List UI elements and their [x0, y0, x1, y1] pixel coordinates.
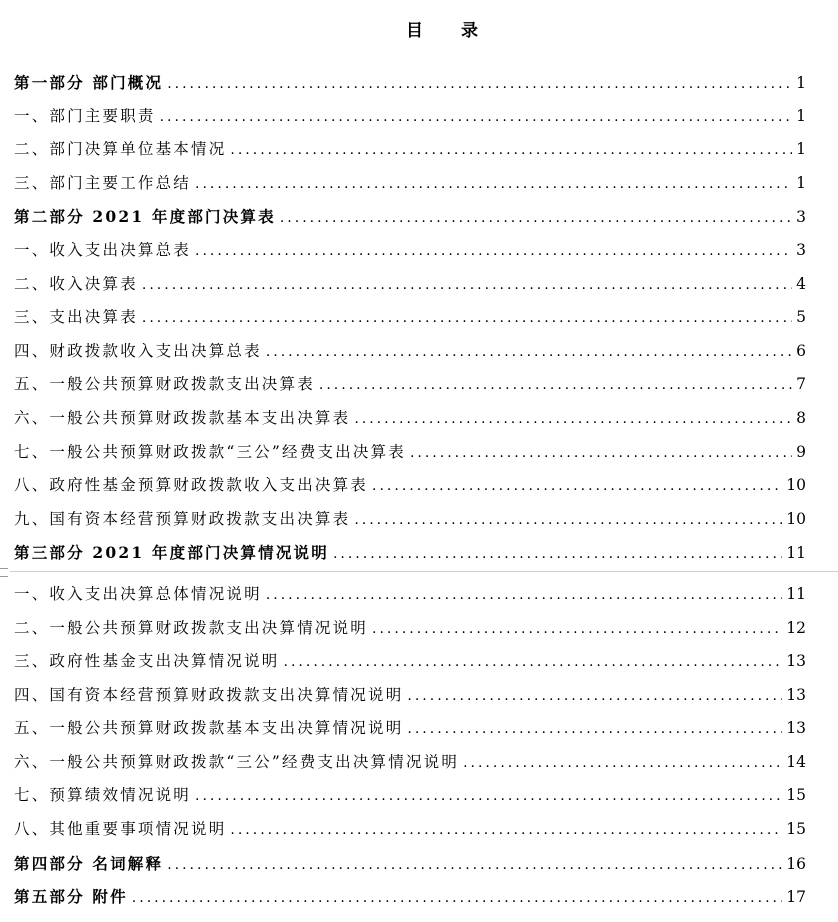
- page-break-divider: [0, 568, 838, 576]
- toc-leader-dots: [333, 538, 782, 572]
- toc-entry[interactable]: [0, 268, 838, 302]
- toc-page-number: 1: [796, 74, 806, 92]
- toc-entry-label: 五、一般公共预算财政拨款基本支出决算情况说明: [14, 719, 404, 738]
- toc-section-entry[interactable]: [0, 880, 838, 914]
- toc-leader-dots: [284, 646, 783, 680]
- toc-leader-dots: [167, 68, 792, 102]
- toc-entry-label: 第三部分 2021 年度部门决算情况说明: [14, 543, 329, 563]
- toc-entry-label: 三、部门主要工作总结: [14, 173, 192, 192]
- toc-leader-dots: [167, 849, 782, 883]
- toc-entry-label: 三、支出决算表: [14, 308, 138, 327]
- toc-entry-label: 九、国有资本经营预算财政拨款支出决算表: [14, 509, 351, 528]
- toc-page-number: 15: [786, 820, 806, 839]
- toc-entry[interactable]: [0, 813, 838, 847]
- toc-entry-label: 第二部分 2021 年度部门决算表: [14, 207, 276, 227]
- toc-leader-dots: [407, 680, 782, 714]
- toc-leader-dots: [372, 613, 782, 647]
- toc-leader-dots: [319, 369, 792, 403]
- toc-entry-label: 一、部门主要职责: [14, 106, 156, 125]
- toc-page-number: 13: [786, 685, 806, 704]
- toc-page-number: 3: [796, 240, 806, 259]
- toc-entry-label: 一、收入支出决算总表: [14, 240, 192, 259]
- toc-leader-dots: [230, 134, 792, 168]
- toc-page-number: 5: [796, 308, 806, 327]
- toc-entry[interactable]: [0, 679, 838, 713]
- toc-section-entry[interactable]: [0, 200, 838, 234]
- toc-leader-dots: [463, 747, 782, 781]
- toc-page-number: 12: [786, 618, 806, 637]
- toc-entry-label: 第五部分 附件: [14, 887, 128, 907]
- toc-section-entry[interactable]: [0, 847, 838, 881]
- toc-page-number: 15: [786, 786, 806, 805]
- toc-entry-label: 六、一般公共预算财政拨款基本支出决算表: [14, 408, 351, 427]
- toc-leader-dots: [142, 269, 792, 303]
- toc-entry-label: 一、收入支出决算总体情况说明: [14, 584, 262, 603]
- toc-leader-dots: [410, 437, 792, 471]
- toc-entry-label: 三、政府性基金支出决算情况说明: [14, 652, 280, 671]
- toc-entry-label: 二、部门决算单位基本情况: [14, 140, 227, 159]
- toc-entry[interactable]: [0, 301, 838, 335]
- toc-entry[interactable]: [0, 712, 838, 746]
- toc-page-number: 13: [786, 719, 806, 738]
- toc-leader-dots: [354, 504, 782, 538]
- toc-page-number: 11: [786, 584, 806, 603]
- page-break-marker-icon: [0, 568, 8, 577]
- toc-page-number: 1: [796, 106, 806, 125]
- toc-entry-label: 七、预算绩效情况说明: [14, 786, 192, 805]
- page-break-line: [10, 571, 838, 572]
- toc-entry-label: 八、政府性基金预算财政拨款收入支出决算表: [14, 476, 369, 495]
- toc-entry-label: 五、一般公共预算财政拨款支出决算表: [14, 375, 315, 394]
- toc-leader-dots: [266, 579, 782, 613]
- toc-entry[interactable]: [0, 612, 838, 646]
- toc-entry[interactable]: [0, 368, 838, 402]
- toc-page-number: 11: [786, 544, 806, 563]
- toc-entry[interactable]: [0, 133, 838, 167]
- toc-page-number: 9: [796, 442, 806, 461]
- toc-entry-label: 六、一般公共预算财政拨款“三公”经费支出决算情况说明: [14, 752, 460, 771]
- toc-leader-dots: [230, 814, 782, 848]
- toc-page-number: 1: [796, 173, 806, 192]
- toc-entry[interactable]: [0, 746, 838, 780]
- toc-entry[interactable]: [0, 402, 838, 436]
- toc-entry-label: 二、一般公共预算财政拨款支出决算情况说明: [14, 618, 369, 637]
- toc-leader-dots: [266, 336, 792, 370]
- toc-page-number: 13: [786, 652, 806, 671]
- toc-leader-dots: [195, 168, 792, 202]
- toc-leader-dots: [142, 302, 792, 336]
- toc-page-number: 6: [796, 341, 806, 360]
- toc-leader-dots: [407, 713, 782, 747]
- toc-entry-label: 八、其他重要事项情况说明: [14, 820, 227, 839]
- toc-entry[interactable]: [0, 167, 838, 201]
- toc-leader-dots: [160, 101, 793, 135]
- toc-title: 目 录: [406, 21, 494, 41]
- toc-leader-dots: [372, 470, 782, 504]
- toc-page-number: 7: [796, 375, 806, 394]
- toc-page-number: 8: [796, 408, 806, 427]
- toc-entry[interactable]: [0, 779, 838, 813]
- toc-page-number: 10: [786, 509, 806, 528]
- toc-entry-label: 四、财政拨款收入支出决算总表: [14, 341, 262, 360]
- toc-section-entry[interactable]: [0, 536, 838, 570]
- toc-leader-dots: [195, 235, 792, 269]
- toc-page-number: 4: [796, 274, 806, 293]
- toc-entry-label: 二、收入决算表: [14, 274, 138, 293]
- toc-entry[interactable]: [0, 436, 838, 470]
- toc-entry[interactable]: [0, 469, 838, 503]
- toc-entry[interactable]: [0, 234, 838, 268]
- toc-page-number: 16: [786, 854, 806, 873]
- toc-entry[interactable]: [0, 578, 838, 612]
- toc-entry[interactable]: [0, 100, 838, 134]
- toc-page-number: 14: [786, 752, 806, 771]
- toc-leader-dots: [354, 403, 792, 437]
- toc-entry[interactable]: [0, 335, 838, 369]
- toc-page-number: 10: [786, 476, 806, 495]
- toc-page-number: 1: [796, 140, 806, 159]
- toc-leader-dots: [195, 780, 782, 814]
- toc-entry-label: 第四部分 名词解释: [14, 853, 164, 873]
- toc-entry-label: 四、国有资本经营预算财政拨款支出决算情况说明: [14, 685, 404, 704]
- toc-entry[interactable]: [0, 645, 838, 679]
- toc-entry-label: 七、一般公共预算财政拨款“三公”经费支出决算表: [14, 442, 406, 461]
- toc-leader-dots: [280, 202, 792, 236]
- toc-leader-dots: [132, 882, 782, 916]
- toc-section-entry[interactable]: [0, 66, 838, 100]
- toc-entry-label: 第一部分 部门概况: [14, 73, 164, 92]
- toc-entry[interactable]: [0, 503, 838, 537]
- toc-page-number: 17: [786, 888, 806, 907]
- toc-page-number: 3: [796, 208, 806, 227]
- table-of-contents: [0, 66, 838, 914]
